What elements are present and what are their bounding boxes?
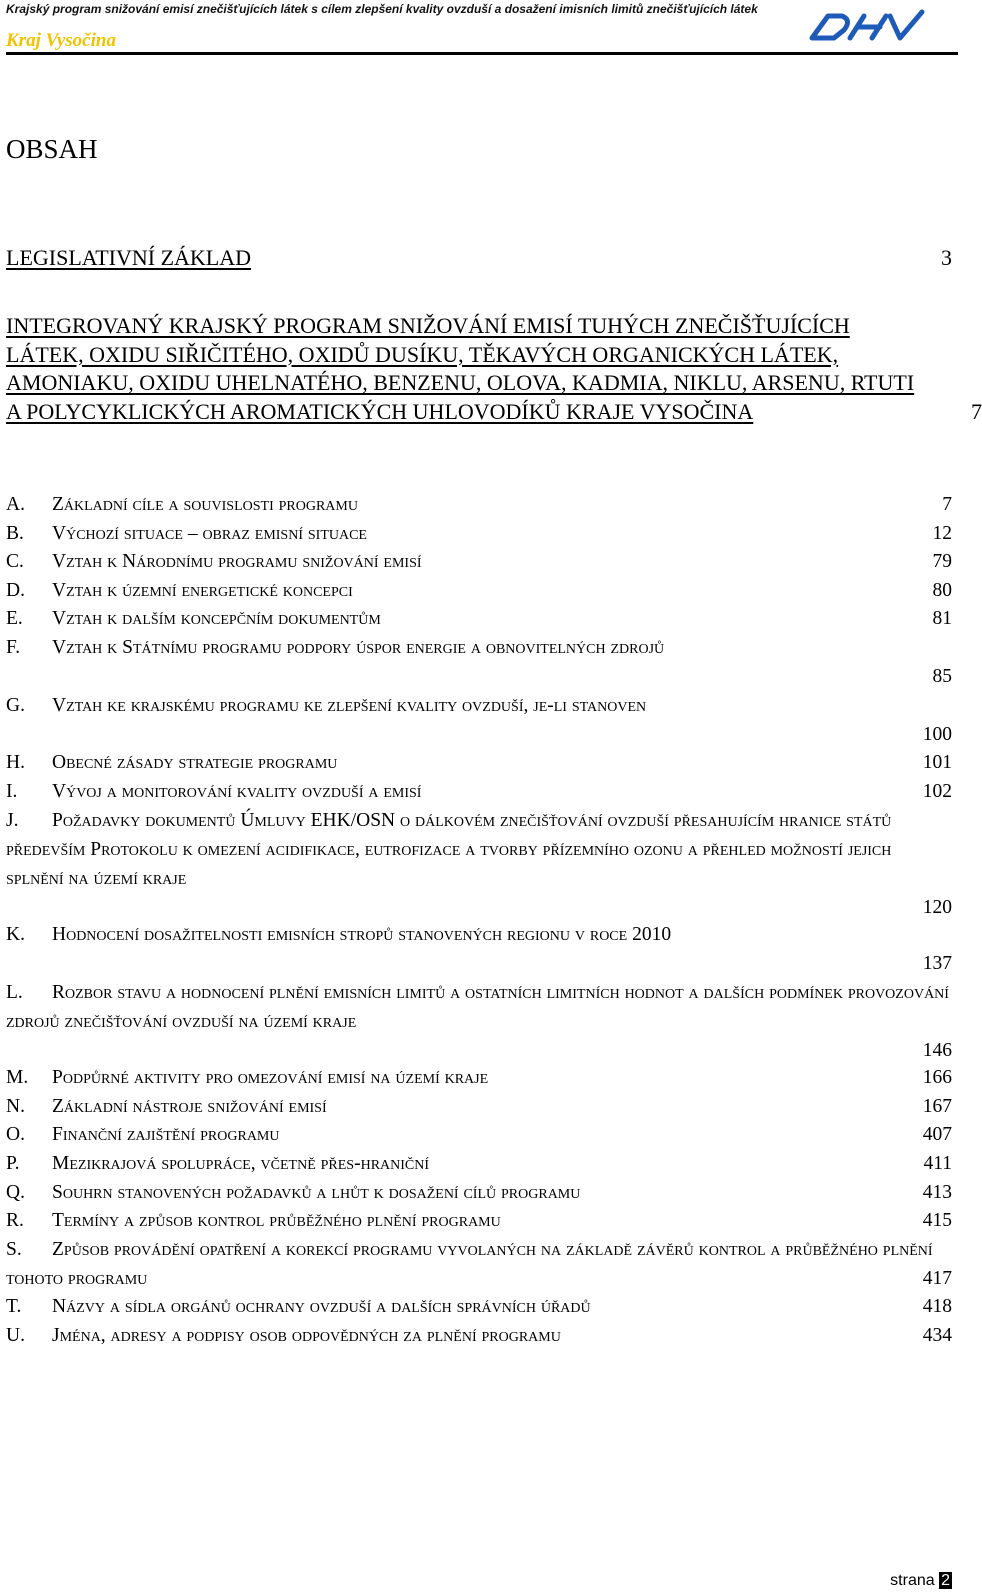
toc-entry-page: 102 [922,781,952,802]
toc-entry-page: 415 [922,1210,952,1231]
toc-entry [6,490,952,519]
footer-label: strana [890,1572,935,1589]
toc-entry-title: Základní cíle a souvislosti programu [52,494,358,515]
toc-entry [6,1206,952,1235]
toc-major-page: 7 [971,398,982,424]
toc-entry-title: Vztah k Národnímu programu snižování emisí [52,551,422,572]
running-header-title: Krajský program snižování emisí znečišťujících látek s cílem zlepšení kvality ovzduší a dosažení imisních limitů znečišťujících látek [6,2,758,16]
toc-entry-letter: J. [6,810,19,831]
toc-entry [6,1063,952,1092]
toc-entry-letter: I. [6,781,18,802]
toc-entry-letter: F. [6,637,21,658]
toc-heading: OBSAH [6,134,98,164]
toc-entry-title: Rozbor stavu a hodnocení plnění emisních limitů a ostatních limitních hodnot a dalších podmínek provozování zdrojů znečišťování ovzduší na území kraje [6,982,949,1032]
toc-entry [6,806,952,922]
toc-entry [6,519,952,548]
toc-entry-title: Vztah k územní energetické koncepci [52,580,353,601]
toc-major-page: 3 [941,245,952,270]
toc-entry [6,1149,952,1178]
toc-entry-page: 80 [932,580,952,601]
toc-entry [6,748,952,777]
toc-entry-letter: N. [6,1096,25,1117]
toc-entry-letter: B. [6,523,24,544]
toc-entry-title: Jména, adresy a podpisy osob odpovědných za plnění programu [52,1325,561,1346]
toc-entry-title: Hodnocení dosažitelnosti emisních stropů stanovených regionu v roce 2010 [52,924,672,945]
toc-entry-page: 167 [922,1096,952,1117]
toc-entry [6,1292,952,1321]
toc-entry-letter: M. [6,1067,29,1088]
toc-entry-page: 434 [922,1325,952,1346]
page-number: 2 [941,1572,950,1589]
toc-entry-page: 417 [922,1268,952,1289]
toc-entry-letter: D. [6,580,25,601]
toc-entry-title: Požadavky dokumentů Úmluvy EHK/OSN o dálkovém znečišťování ovzduší přesahujícím hranice států především Protokolu k omezení acidifikace, eutrofizace a tvorby přízemního ozonu a přehled možností jejich splnění na území kraje [6,810,892,889]
toc-entry-page: 81 [932,608,952,629]
toc-entry-letter: C. [6,551,24,572]
toc-entry-letter: H. [6,752,25,773]
toc-entry [6,547,952,576]
toc-major-title: INTEGROVANÝ KRAJSKÝ PROGRAM SNIŽOVÁNÍ EMISÍ TUHÝCH ZNEČIŠŤUJÍCÍCH LÁTEK, OXIDU SIŘIČITÉHO, OXIDŮ DUSÍKU, TĚKAVÝCH ORGANICKÝCH LÁTEK, AMONIAKU, OXIDU UHELNATÉHO, BENZENU, OLOVA, KADMIA, NIKLU, ARSENU, RTUTI A POLYCYKLICKÝCH AROMATICKÝCH UHLOVODÍKŮ KRAJE VYSOČINA [6,313,915,424]
toc-entry-page: 85 [932,666,952,687]
toc-entry-letter: E. [6,608,23,629]
page-footer [890,1572,952,1590]
toc-entry-page: 407 [922,1124,952,1145]
toc-entry-page: 413 [922,1182,952,1203]
toc-entry-title: Finanční zajištění programu [52,1124,280,1145]
toc-entry-page: 79 [932,551,952,572]
header-rule [6,52,958,55]
toc-entry-page: 418 [922,1296,952,1317]
toc-entry [6,1178,952,1207]
toc-entry-page: 101 [922,752,952,773]
toc-entry-letter: L. [6,982,23,1003]
toc-major-title: LEGISLATIVNÍ ZÁKLAD [6,245,252,270]
toc-entry-page: 120 [922,897,952,918]
toc-entry-title: Termíny a způsob kontrol průběžného plnění programu [52,1210,501,1231]
toc-entry-page: 166 [922,1067,952,1088]
toc-entry-title: Vývoj a monitorování kvality ovzduší a emisí [52,781,422,802]
toc-entry-title: Podpůrné aktivity pro omezování emisí na území kraje [52,1067,489,1088]
toc-entry-letter: O. [6,1124,25,1145]
toc-entry-page: 137 [922,953,952,974]
toc-entry-page: 7 [942,494,952,515]
toc-entry-letter: T. [6,1296,22,1317]
toc-entry-page: 146 [922,1040,952,1061]
toc-entry-letter: R. [6,1210,24,1231]
toc-entry-letter: S. [6,1239,22,1260]
toc-entry-title: Názvy a sídla orgánů ochrany ovzduší a dalších správních úřadů [52,1296,591,1317]
toc-entry-title: Výchozí situace – obraz emisní situace [52,523,367,544]
toc-major-entry [6,244,952,272]
toc-entry [6,978,952,1065]
toc-entry [6,1235,952,1293]
toc-entry [6,576,952,605]
toc-entry-letter: A. [6,494,25,515]
toc-entry [6,691,952,749]
toc-entry [6,633,952,691]
toc-entry [6,777,952,806]
toc-entry-title: Základní nástroje snižování emisí [52,1096,327,1117]
toc-entry-letter: P. [6,1153,20,1174]
toc-entry [6,1120,952,1149]
toc-entry [6,920,952,978]
toc-entry-title: Vztah k dalším koncepčním dokumentům [52,608,381,629]
toc-entry [6,604,952,633]
toc-entry-page: 411 [923,1153,952,1174]
toc-entry-letter: U. [6,1325,25,1346]
dhv-logo-icon [806,8,926,44]
toc-entry-title: Vztah ke krajskému programu ke zlepšení kvality ovzduší, je-li stanoven [52,695,647,716]
toc-entry-letter: K. [6,924,25,945]
toc-entry-page: 12 [932,523,952,544]
toc-entry-letter: G. [6,695,25,716]
toc-entry-title: Mezikrajová spolupráce, včetně přes-hraniční [52,1153,430,1174]
toc-entry [6,1321,952,1350]
toc-entry-title: Souhrn stanovených požadavků a lhůt k dosažení cílů programu [52,1182,581,1203]
running-header-region: Kraj Vysočina [6,30,116,51]
toc-entry-title: Obecné zásady strategie programu [52,752,338,773]
toc-entry-title: Způsob provádění opatření a korekcí programu vyvolaných na základě závěrů kontrol a průběžného plnění tohoto programu [6,1239,933,1289]
toc-entry [6,1092,952,1121]
toc-entry-page: 100 [922,724,952,745]
toc-major-entry [6,312,982,426]
toc-entry-title: Vztah k Státnímu programu podpory úspor energie a obnovitelných zdrojů [52,637,665,658]
toc-entry-letter: Q. [6,1182,25,1203]
